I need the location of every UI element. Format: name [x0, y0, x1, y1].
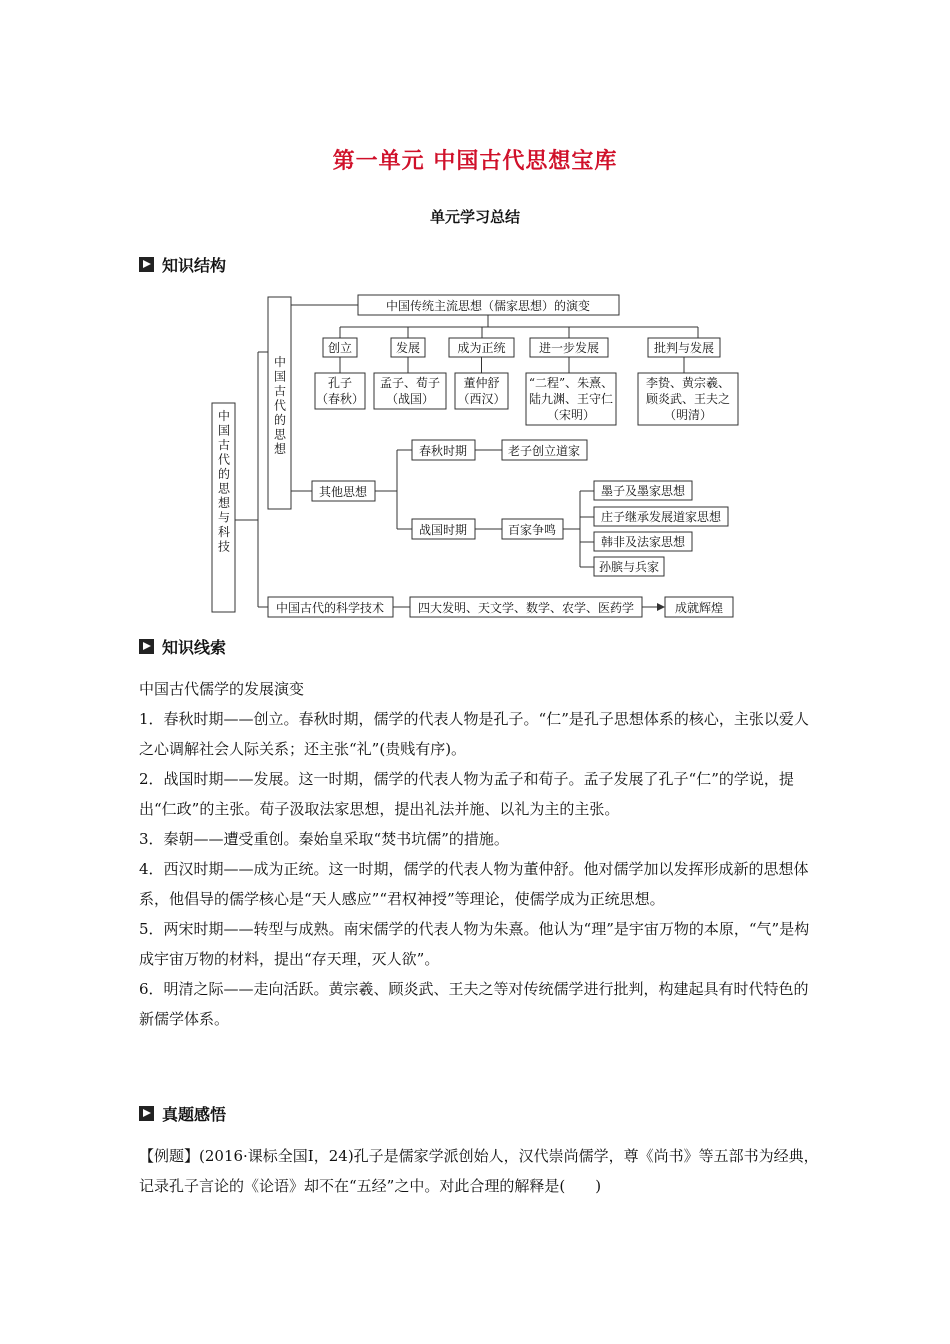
diagram-people-text: （春秋） — [315, 392, 365, 406]
diagram-people-text: “二程”、朱熹、 — [528, 376, 614, 390]
diagram-stage-label: 进一步发展 — [538, 341, 600, 355]
diagram-school-text: 墨子及墨家思想 — [600, 484, 686, 498]
diagram-people-text: 陆九渊、王守仁 — [528, 392, 614, 406]
example-text: (2016·课标全国Ⅰ，24)孔子是儒家学派创始人，汉代崇尚儒学，尊《尚书》等五部书为经典，记录孔子言论的《论语》却不在“五经”之中。对此合理的解释是( ) — [139, 1147, 819, 1195]
page-subtitle: 单元学习总结 — [429, 208, 520, 226]
diagram-spring-text: 春秋时期 — [418, 444, 468, 458]
clues-heading: 中国古代儒学的发展演变 — [139, 680, 305, 698]
diagram-laozi-text: 老子创立道家 — [507, 444, 581, 458]
section-heading-exam — [139, 1103, 226, 1123]
diagram-school-text: 韩非及法家思想 — [600, 535, 686, 549]
diagram-other-text: 其他思想 — [318, 485, 368, 499]
diagram-science-items-text: 四大发明、天文学、数学、农学、医药学 — [417, 601, 635, 615]
diagram-people-text: 李贽、黄宗羲、 — [645, 376, 731, 390]
clue-item-4: 4．西汉时期——成为正统。这一时期，儒学的代表人物为董仲舒。他对儒学加以发挥形成新的思想体系，他倡导的儒学核心是“天人感应”“君权神授”等理论，使儒学成为正统思想。 — [139, 860, 809, 908]
clues-content — [139, 674, 819, 1034]
diagram-mainstream-text: 中国传统主流思想（儒家思想）的演变 — [385, 299, 591, 313]
example-question — [139, 1141, 819, 1201]
play-arrow-icon — [139, 639, 154, 654]
diagram-science-text: 中国古代的科学技术 — [275, 601, 385, 615]
diagram-people-text: （明清） — [663, 408, 713, 422]
diagram-people-text: （西汉） — [457, 392, 506, 406]
diagram-people-text: 孔子 — [327, 376, 353, 390]
clue-item-6: 6．明清之际——走向活跃。黄宗羲、顾炎武、王夫之等对传统儒学进行批判，构建起具有时代特色的新儒学体系。 — [139, 980, 809, 1028]
diagram-stage-label: 创立 — [327, 341, 353, 355]
example-label: 【例题】 — [139, 1147, 200, 1165]
clue-item-2: 2．战国时期——发展。这一时期，儒学的代表人物为孟子和荀子。孟子发展了孔子“仁”的学说，提出“仁政”的主张。荀子汲取法家思想，提出礼法并施、以礼为主的主张。 — [139, 770, 794, 818]
diagram-people-text: 孟子、荀子 — [379, 376, 441, 390]
knowledge-structure-diagram — [0, 0, 950, 640]
diagram-people-text: 董仲舒 — [463, 376, 500, 390]
diagram-hundred-text: 百家争鸣 — [507, 523, 557, 537]
diagram-school-text: 孙膑与兵家 — [598, 560, 660, 574]
diagram-stage-label: 发展 — [395, 341, 421, 355]
diagram-school-text: 庄子继承发展道家思想 — [600, 510, 722, 524]
diagram-achievement-text: 成就辉煌 — [674, 601, 724, 615]
clue-item-3: 3．秦朝——遭受重创。秦始皇采取“焚书坑儒”的措施。 — [139, 830, 509, 848]
section-heading-clues — [139, 636, 226, 656]
diagram-root-text: 中国古代的思想与科技 — [217, 409, 231, 554]
diagram-stage-label: 成为正统 — [457, 341, 506, 355]
diagram-thought-text: 中国古代的思想 — [273, 355, 287, 456]
section-heading-label: 知识线索 — [162, 637, 227, 657]
arrow-head-icon — [657, 603, 665, 611]
clue-item-1: 1．春秋时期——创立。春秋时期，儒学的代表人物是孔子。“仁”是孔子思想体系的核心，主张以爱人之心调解社会人际关系；还主张“礼”(贵贱有序)。 — [139, 710, 809, 758]
page-title: 第一单元 中国古代思想宝库 — [332, 149, 618, 174]
play-arrow-icon — [139, 1106, 154, 1121]
diagram-warring-text: 战国时期 — [418, 523, 468, 537]
diagram-stage-label: 批判与发展 — [653, 341, 715, 355]
diagram-people-text: （宋明） — [546, 408, 596, 422]
section-heading-label: 知识结构 — [162, 255, 227, 275]
diagram-people-text: 顾炎武、王夫之 — [645, 392, 731, 406]
section-heading-label: 真题感悟 — [162, 1104, 227, 1124]
diagram-people-text: （战国） — [385, 392, 435, 406]
clue-item-5: 5．两宋时期——转型与成熟。南宋儒学的代表人物为朱熹。他认为“理”是宇宙万物的本原，“气”是构成宇宙万物的材料，提出“存天理，灭人欲”。 — [139, 920, 810, 968]
